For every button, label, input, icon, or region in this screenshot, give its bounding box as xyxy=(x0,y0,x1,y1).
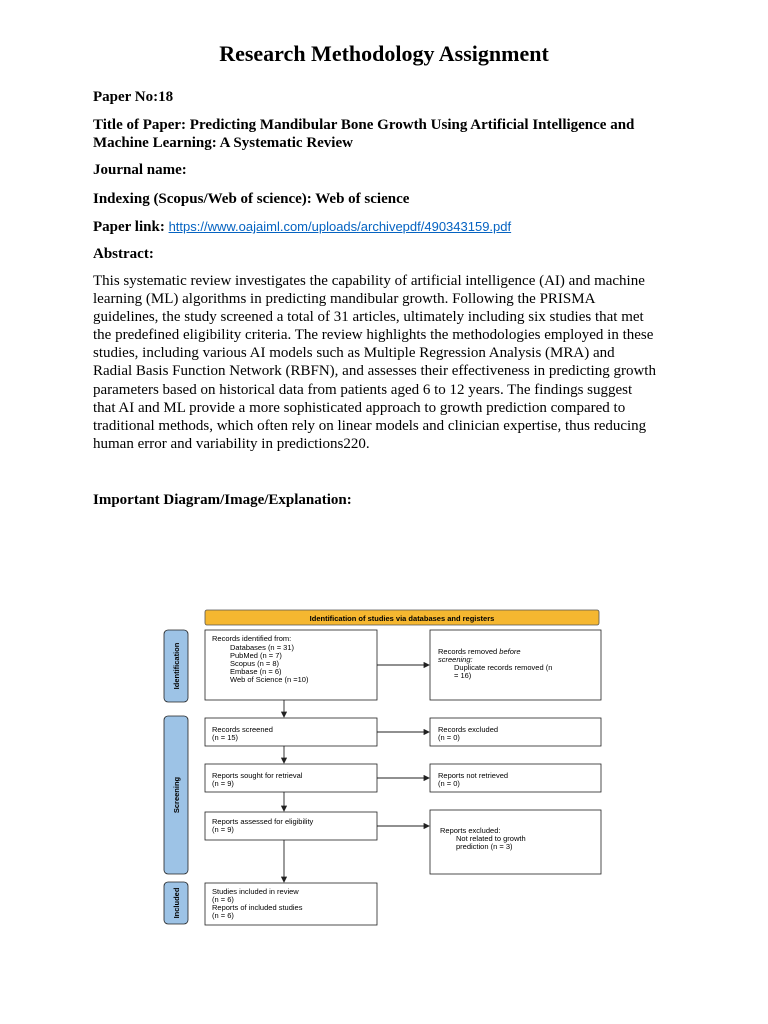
indexing-label: Indexing (Scopus/Web of science): xyxy=(93,191,312,207)
phase-screening-label: Screening xyxy=(172,776,181,814)
prisma-header-text: Identification of studies via databases and registers xyxy=(309,614,495,623)
records-removed-emph2: screening: xyxy=(438,655,473,664)
reports-excluded-line1: Reports excluded: xyxy=(440,826,501,835)
records-identified-item: Databases (n = 31) xyxy=(230,643,294,652)
abstract-label: Abstract: xyxy=(93,246,154,262)
records-screened-line2: (n = 15) xyxy=(212,733,239,742)
records-removed-item2: = 16) xyxy=(454,671,472,680)
page-title: Research Methodology Assignment xyxy=(219,41,549,66)
reports-not-retrieved-line1: Reports not retrieved xyxy=(438,771,509,780)
prisma-flow-diagram xyxy=(162,606,606,931)
abstract-line: Radial Basis Function Network (RBFN), and assesses their effectiveness in predicting growth xyxy=(93,363,656,380)
abstract-text xyxy=(93,272,683,453)
phase-included-label: Included xyxy=(172,887,181,919)
diagram-heading: Important Diagram/Image/Explanation: xyxy=(93,492,352,508)
records-removed-item1: Duplicate records removed (n xyxy=(454,663,553,672)
abstract-line: that AI and ML provide a more sophisticated approach to growth prediction compared to xyxy=(93,399,626,416)
records-identified-item: Scopus (n = 8) xyxy=(230,659,279,668)
studies-included-line3: Reports of included studies xyxy=(212,903,303,912)
reports-not-retrieved-line2: (n = 0) xyxy=(438,779,460,788)
abstract-line: parameters based on historical data from patients aged 6 to 12 years. The findings suggest xyxy=(93,381,633,398)
reports-assessed-line1: Reports assessed for eligibility xyxy=(212,817,314,826)
records-identified-item: Web of Science (n =10) xyxy=(230,675,309,684)
paper-link-url[interactable]: https://www.oajaiml.com/uploads/archivepdf/490343159.pdf xyxy=(168,219,512,234)
journal-name-label: Journal name: xyxy=(93,162,187,178)
studies-included-line1: Studies included in review xyxy=(212,887,299,896)
abstract-line: guidelines, the study screened a total of 31 articles, ultimately including six studies that met xyxy=(93,309,644,326)
records-identified-item: PubMed (n = 7) xyxy=(230,651,282,660)
paper-title-label: Title of Paper: xyxy=(93,117,187,133)
records-identified-title: Records identified from: xyxy=(212,634,292,643)
records-excluded-line1: Records excluded xyxy=(438,725,499,734)
studies-included-line4: (n = 6) xyxy=(212,911,234,920)
abstract-line: human error and variability in predictions220. xyxy=(93,435,370,452)
records-removed-title-text: Records removed xyxy=(438,647,498,656)
indexing xyxy=(93,190,683,208)
journal-name xyxy=(93,161,683,179)
abstract-line: the predefined eligibility criteria. The review highlights the methodologies employed in these xyxy=(93,327,654,344)
records-removed-emph: before xyxy=(499,647,521,656)
paper-number xyxy=(93,88,683,106)
abstract-line: learning (ML) algorithms in predicting mandibular growth. Following the PRISMA xyxy=(93,291,596,308)
paper-number-label: Paper No: xyxy=(93,89,159,105)
abstract-line: traditional methods, which often rely on linear models and clinician expertise, thus reducing xyxy=(93,417,647,434)
paper-title-line2: Machine Learning: A Systematic Review xyxy=(93,135,353,151)
records-screened-line1: Records screened xyxy=(212,725,273,734)
paper-number-value: 18 xyxy=(158,89,174,105)
records-excluded-line2: (n = 0) xyxy=(438,733,460,742)
indexing-value: Web of science xyxy=(315,191,410,207)
reports-excluded-line2: Not related to growth xyxy=(456,834,526,843)
reports-sought-line1: Reports sought for retrieval xyxy=(212,771,303,780)
paper-link-label: Paper link: xyxy=(93,219,165,235)
abstract-heading xyxy=(93,245,683,263)
paper-title-line1: Predicting Mandibular Bone Growth Using Artificial Intelligence and xyxy=(189,117,635,133)
records-identified-item: Embase (n = 6) xyxy=(230,667,282,676)
phase-identification-label: Identification xyxy=(172,642,181,690)
studies-included-line2: (n = 6) xyxy=(212,895,234,904)
abstract-line: studies, including various AI models such as Multiple Regression Analysis (MRA) and xyxy=(93,345,615,362)
reports-assessed-line2: (n = 9) xyxy=(212,825,234,834)
reports-excluded-line3: prediction (n = 3) xyxy=(456,842,513,851)
reports-sought-line2: (n = 9) xyxy=(212,779,234,788)
paper-title xyxy=(93,116,683,152)
paper-link xyxy=(93,218,683,236)
abstract-line: This systematic review investigates the capability of artificial intelligence (AI) and machine xyxy=(93,273,645,289)
